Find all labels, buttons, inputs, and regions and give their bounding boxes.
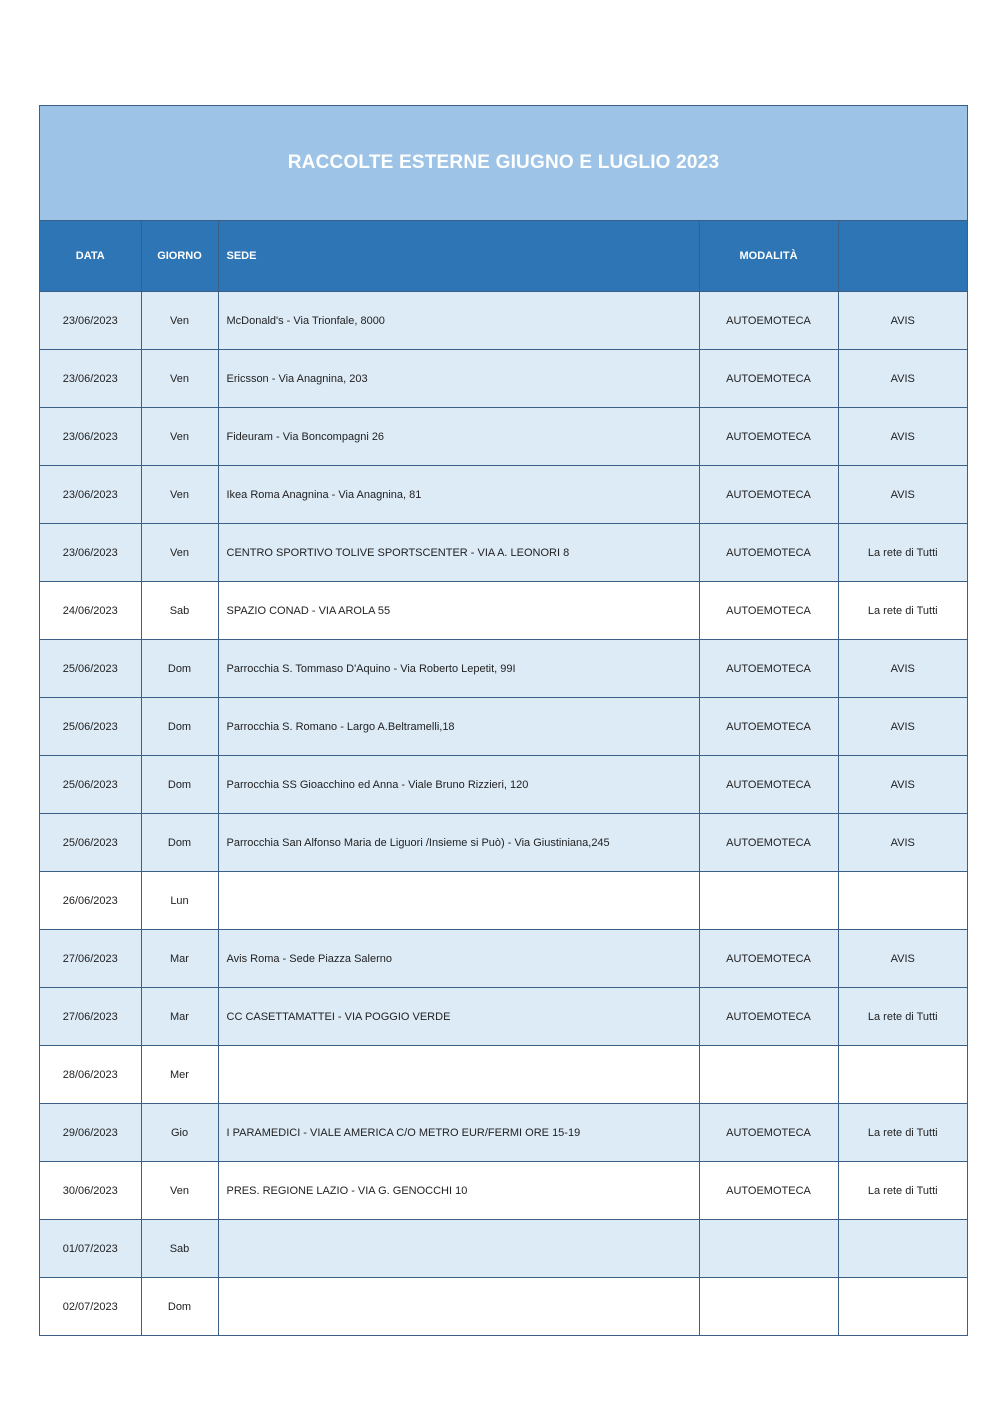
cell-modalita — [699, 872, 838, 930]
cell-modalita: AUTOEMOTECA — [699, 408, 838, 466]
cell-giorno: Mar — [141, 930, 218, 988]
cell-sede — [218, 1220, 699, 1278]
table-row — [40, 1104, 967, 1162]
cell-data: 01/07/2023 — [40, 1220, 141, 1278]
schedule-table — [40, 221, 967, 1335]
cell-giorno: Mar — [141, 988, 218, 1046]
cell-sede: SPAZIO CONAD - VIA AROLA 55 — [218, 582, 699, 640]
cell-data: 26/06/2023 — [40, 872, 141, 930]
cell-modalita — [699, 1220, 838, 1278]
cell-data: 23/06/2023 — [40, 408, 141, 466]
cell-giorno: Ven — [141, 524, 218, 582]
table-row — [40, 698, 967, 756]
table-row — [40, 408, 967, 466]
cell-sede: CC CASETTAMATTEI - VIA POGGIO VERDE — [218, 988, 699, 1046]
table-row — [40, 292, 967, 350]
cell-sede: Fideuram - Via Boncompagni 26 — [218, 408, 699, 466]
cell-data: 25/06/2023 — [40, 698, 141, 756]
cell-sede — [218, 1046, 699, 1104]
cell-organizzazione: La rete di Tutti — [838, 988, 967, 1046]
schedule-sheet — [39, 105, 968, 1336]
cell-data: 23/06/2023 — [40, 350, 141, 408]
cell-data: 30/06/2023 — [40, 1162, 141, 1220]
cell-giorno: Ven — [141, 292, 218, 350]
cell-modalita: AUTOEMOTECA — [699, 756, 838, 814]
cell-modalita: AUTOEMOTECA — [699, 930, 838, 988]
table-body — [40, 292, 967, 1336]
cell-organizzazione — [838, 1278, 967, 1336]
cell-modalita: AUTOEMOTECA — [699, 698, 838, 756]
table-row — [40, 350, 967, 408]
column-header-giorno: GIORNO — [141, 221, 218, 292]
title-band — [40, 106, 967, 221]
cell-sede: CENTRO SPORTIVO TOLIVE SPORTSCENTER - VIA A. LEONORI 8 — [218, 524, 699, 582]
table-row — [40, 814, 967, 872]
cell-data: 24/06/2023 — [40, 582, 141, 640]
column-header-data: DATA — [40, 221, 141, 292]
table-row — [40, 582, 967, 640]
cell-data: 29/06/2023 — [40, 1104, 141, 1162]
cell-giorno: Dom — [141, 698, 218, 756]
cell-modalita — [699, 1278, 838, 1336]
cell-sede: McDonald's - Via Trionfale, 8000 — [218, 292, 699, 350]
table-row — [40, 1162, 967, 1220]
cell-giorno: Sab — [141, 1220, 218, 1278]
cell-sede: Parrocchia S. Romano - Largo A.Beltramelli,18 — [218, 698, 699, 756]
cell-organizzazione — [838, 1046, 967, 1104]
cell-modalita: AUTOEMOTECA — [699, 350, 838, 408]
cell-sede: Parrocchia San Alfonso Maria de Liguori /Insieme si Può) - Via Giustiniana,245 — [218, 814, 699, 872]
cell-sede: Ikea Roma Anagnina - Via Anagnina, 81 — [218, 466, 699, 524]
cell-organizzazione: AVIS — [838, 466, 967, 524]
cell-giorno: Ven — [141, 350, 218, 408]
cell-modalita: AUTOEMOTECA — [699, 1162, 838, 1220]
cell-organizzazione: AVIS — [838, 756, 967, 814]
cell-sede: Parrocchia SS Gioacchino ed Anna - Viale Bruno Rizzieri, 120 — [218, 756, 699, 814]
cell-giorno: Lun — [141, 872, 218, 930]
cell-giorno: Ven — [141, 466, 218, 524]
column-header-modalita: MODALITÀ — [699, 221, 838, 292]
cell-data: 27/06/2023 — [40, 930, 141, 988]
table-header — [40, 221, 967, 292]
cell-sede — [218, 1278, 699, 1336]
cell-data: 23/06/2023 — [40, 524, 141, 582]
cell-modalita: AUTOEMOTECA — [699, 524, 838, 582]
cell-giorno: Dom — [141, 756, 218, 814]
cell-organizzazione: La rete di Tutti — [838, 1104, 967, 1162]
table-row — [40, 524, 967, 582]
cell-modalita: AUTOEMOTECA — [699, 988, 838, 1046]
cell-data: 25/06/2023 — [40, 814, 141, 872]
cell-organizzazione — [838, 872, 967, 930]
cell-giorno: Dom — [141, 814, 218, 872]
header-row — [40, 221, 967, 292]
table-row — [40, 756, 967, 814]
cell-organizzazione: La rete di Tutti — [838, 1162, 967, 1220]
table-row — [40, 1046, 967, 1104]
cell-sede: Avis Roma - Sede Piazza Salerno — [218, 930, 699, 988]
cell-data: 25/06/2023 — [40, 640, 141, 698]
cell-giorno: Mer — [141, 1046, 218, 1104]
cell-modalita: AUTOEMOTECA — [699, 582, 838, 640]
cell-organizzazione: La rete di Tutti — [838, 524, 967, 582]
cell-data: 02/07/2023 — [40, 1278, 141, 1336]
cell-giorno: Dom — [141, 1278, 218, 1336]
cell-modalita: AUTOEMOTECA — [699, 640, 838, 698]
table-row — [40, 466, 967, 524]
cell-organizzazione — [838, 1220, 967, 1278]
cell-giorno: Ven — [141, 1162, 218, 1220]
cell-giorno: Sab — [141, 582, 218, 640]
cell-modalita — [699, 1046, 838, 1104]
cell-sede: Parrocchia S. Tommaso D'Aquino - Via Roberto Lepetit, 99I — [218, 640, 699, 698]
cell-organizzazione: AVIS — [838, 698, 967, 756]
cell-giorno: Dom — [141, 640, 218, 698]
cell-modalita: AUTOEMOTECA — [699, 466, 838, 524]
cell-organizzazione: AVIS — [838, 814, 967, 872]
cell-data: 27/06/2023 — [40, 988, 141, 1046]
cell-data: 23/06/2023 — [40, 292, 141, 350]
cell-sede — [218, 872, 699, 930]
cell-data: 25/06/2023 — [40, 756, 141, 814]
cell-sede: PRES. REGIONE LAZIO - VIA G. GENOCCHI 10 — [218, 1162, 699, 1220]
table-row — [40, 1220, 967, 1278]
column-header-sede: SEDE — [218, 221, 699, 292]
cell-organizzazione: La rete di Tutti — [838, 582, 967, 640]
cell-modalita: AUTOEMOTECA — [699, 1104, 838, 1162]
cell-giorno: Ven — [141, 408, 218, 466]
table-row — [40, 1278, 967, 1336]
cell-sede: Ericsson - Via Anagnina, 203 — [218, 350, 699, 408]
table-row — [40, 988, 967, 1046]
cell-organizzazione: AVIS — [838, 640, 967, 698]
cell-modalita: AUTOEMOTECA — [699, 292, 838, 350]
table-row — [40, 640, 967, 698]
cell-organizzazione: AVIS — [838, 350, 967, 408]
table-row — [40, 872, 967, 930]
cell-data: 28/06/2023 — [40, 1046, 141, 1104]
cell-sede: I PARAMEDICI - VIALE AMERICA C/O METRO EUR/FERMI ORE 15-19 — [218, 1104, 699, 1162]
page-title: RACCOLTE ESTERNE GIUGNO E LUGLIO 2023 — [287, 152, 720, 173]
cell-giorno: Gio — [141, 1104, 218, 1162]
cell-data: 23/06/2023 — [40, 466, 141, 524]
column-header-organizzazione — [838, 221, 967, 292]
cell-organizzazione: AVIS — [838, 930, 967, 988]
cell-organizzazione: AVIS — [838, 408, 967, 466]
cell-organizzazione: AVIS — [838, 292, 967, 350]
cell-modalita: AUTOEMOTECA — [699, 814, 838, 872]
table-row — [40, 930, 967, 988]
